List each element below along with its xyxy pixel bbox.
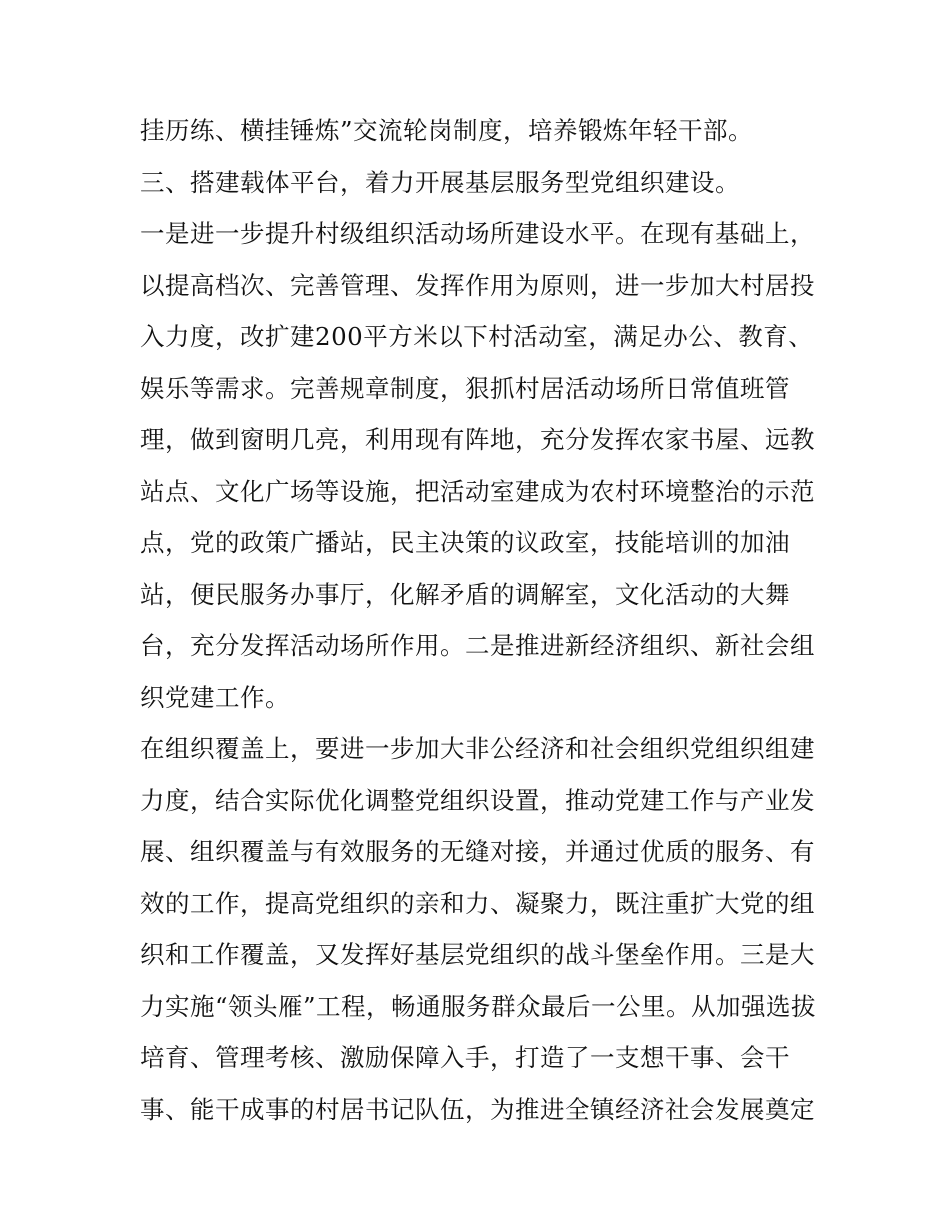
section-heading: 三、搭建载体平台，着力开展基层服务型党组织建设。 <box>140 167 740 197</box>
text-line: 娱乐等需求。完善规章制度，狠抓村居活动场所日常值班管 <box>140 373 790 403</box>
document-body <box>140 105 820 1135</box>
text-line: 一是进一步提升村级组织活动场所建设水平。在现有基础上， <box>140 219 815 248</box>
text-line: 力实施“领头雁”工程，畅通服务群众最后一公里。从加强选拔 <box>140 991 817 1021</box>
text-line: 力度，结合实际优化调整党组织设置，推动党建工作与产业发 <box>140 785 815 815</box>
text-line: 展、组织覆盖与有效服务的无缝对接，并通过优质的服务、有 <box>140 837 815 866</box>
text-line: 织党建工作。 <box>140 682 290 712</box>
text-line: 织和工作覆盖，又发挥好基层党组织的战斗堡垒作用。三是大 <box>140 940 815 969</box>
text-line: 台，充分发挥活动场所作用。二是推进新经济组织、新社会组 <box>140 631 815 660</box>
text-line: 以提高档次、完善管理、发挥作用为原则，进一步加大村居投 <box>140 270 815 300</box>
text-line: 在组织覆盖上，要进一步加大非公经济和社会组织党组织组建 <box>140 734 815 763</box>
text-line: 挂历练、横挂锤炼”交流轮岗制度，培养锻炼年轻干部。 <box>140 116 754 145</box>
text-line: 效的工作，提高党组织的亲和力、凝聚力，既注重扩大党的组 <box>140 888 815 918</box>
text-line: 站点、文化广场等设施，把活动室建成为农村环境整治的示范 <box>140 476 815 506</box>
text-line: 培育、管理考核、激励保障入手，打造了一支想干事、会干 <box>140 1043 790 1072</box>
text-line: 入力度，改扩建200平方米以下村活动室，满足办公、教育、 <box>140 322 814 351</box>
text-line: 点，党的政策广播站，民主决策的议政室，技能培训的加油 <box>140 528 790 557</box>
text-line: 理，做到窗明几亮，利用现有阵地，充分发挥农家书屋、远教 <box>140 425 815 454</box>
text-line: 站，便民服务办事厅，化解矛盾的调解室，文化活动的大舞 <box>140 579 790 609</box>
text-line: 事、能干成事的村居书记队伍，为推进全镇经济社会发展奠定 <box>140 1094 815 1124</box>
